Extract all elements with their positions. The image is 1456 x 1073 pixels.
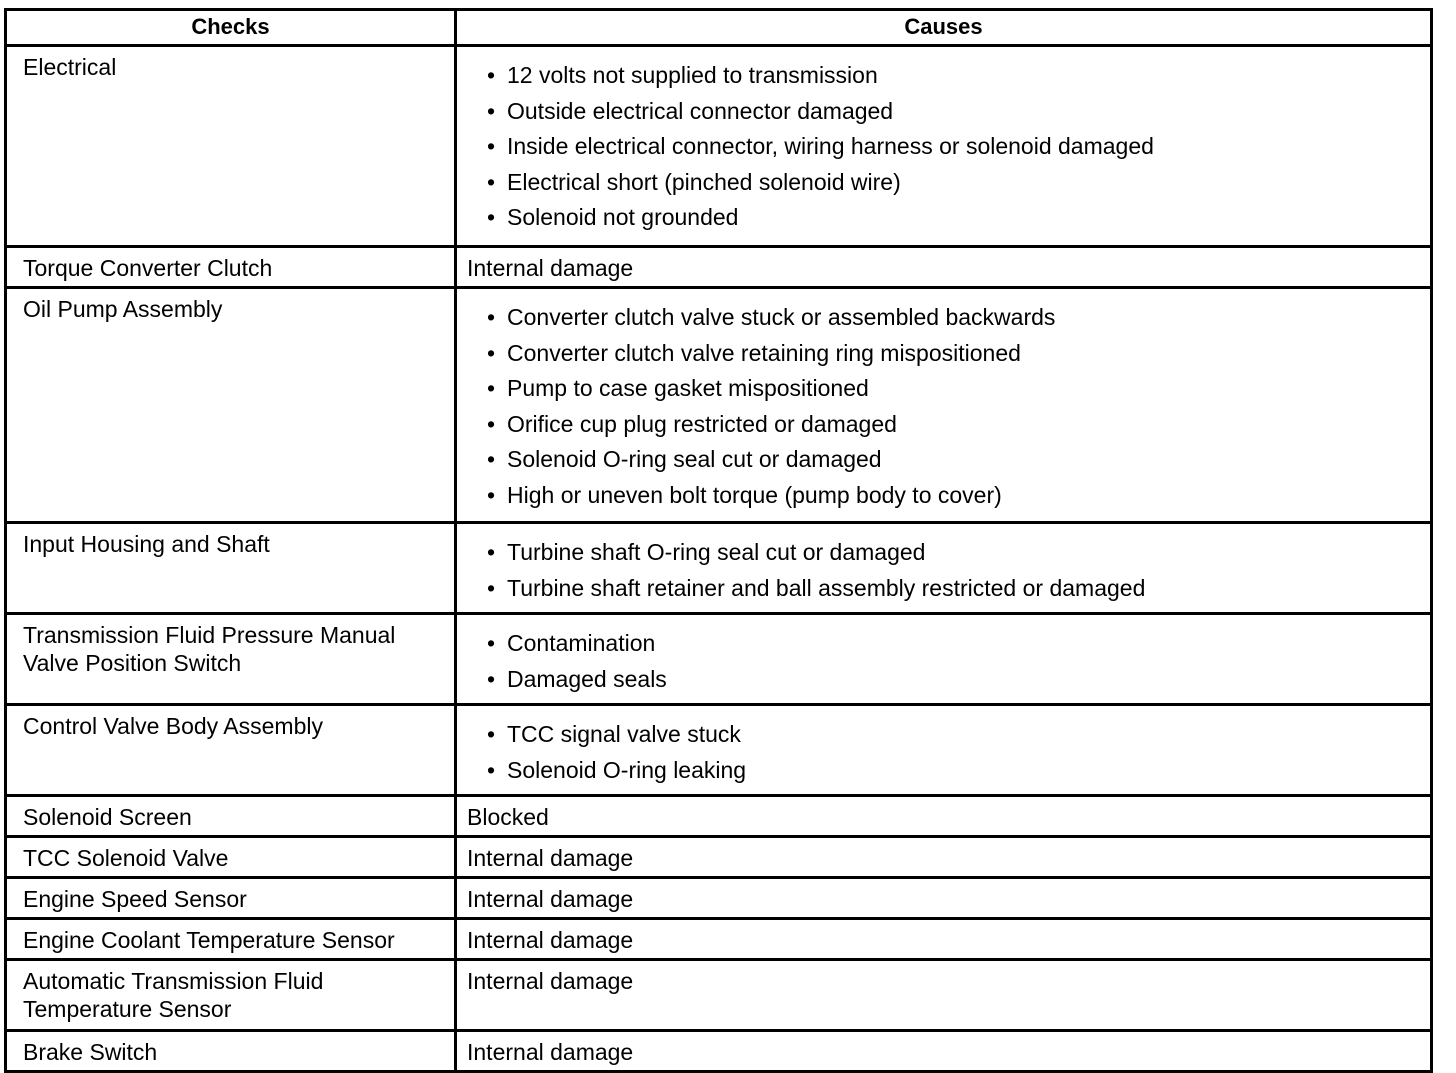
table-row xyxy=(6,837,1432,878)
check-cell: Torque Converter Clutch xyxy=(6,247,456,288)
diagnosis-table-wrapper xyxy=(4,8,1430,1073)
cause-item: • Solenoid not grounded xyxy=(487,203,1420,231)
cause-cell: Internal damage xyxy=(456,837,1432,878)
causes-list xyxy=(487,303,1420,509)
check-cell: TCC Solenoid Valve xyxy=(6,837,456,878)
table-row xyxy=(6,705,1432,796)
cause-item: • Contamination xyxy=(487,629,1420,657)
check-line: Automatic Transmission Fluid xyxy=(23,968,324,994)
causes-list xyxy=(487,538,1420,602)
check-cell: Electrical xyxy=(6,46,456,247)
checks-column-header: Checks xyxy=(6,10,456,46)
cause-cell: Blocked xyxy=(456,796,1432,837)
check-line: Temperature Sensor xyxy=(23,996,232,1022)
cause-item: • Inside electrical connector, wiring harness or solenoid damaged xyxy=(487,132,1420,160)
table-header-row xyxy=(6,10,1432,46)
table-row xyxy=(6,288,1432,523)
cause-cell: Internal damage xyxy=(456,1031,1432,1072)
cause-item: • High or uneven bolt torque (pump body to cover) xyxy=(487,481,1420,509)
cause-cell: Internal damage xyxy=(456,960,1432,1031)
table-row xyxy=(6,919,1432,960)
check-cell: Control Valve Body Assembly xyxy=(6,705,456,796)
table-row xyxy=(6,523,1432,614)
causes-cell xyxy=(456,523,1432,614)
cause-item: • Converter clutch valve stuck or assembled backwards xyxy=(487,303,1420,331)
check-line: Transmission Fluid Pressure Manual xyxy=(23,622,396,648)
table-row xyxy=(6,878,1432,919)
cause-cell: Internal damage xyxy=(456,919,1432,960)
check-cell: Engine Coolant Temperature Sensor xyxy=(6,919,456,960)
table-row xyxy=(6,796,1432,837)
table-row xyxy=(6,247,1432,288)
cause-cell: Internal damage xyxy=(456,878,1432,919)
causes-list xyxy=(487,720,1420,784)
cause-item: • TCC signal valve stuck xyxy=(487,720,1420,748)
cause-item: • Turbine shaft O-ring seal cut or damaged xyxy=(487,538,1420,566)
cause-item: • Turbine shaft retainer and ball assembly restricted or damaged xyxy=(487,574,1420,602)
check-cell: Brake Switch xyxy=(6,1031,456,1072)
cause-item: • Outside electrical connector damaged xyxy=(487,97,1420,125)
table-row xyxy=(6,960,1432,1031)
cause-item: • 12 volts not supplied to transmission xyxy=(487,61,1420,89)
causes-list xyxy=(487,629,1420,693)
cause-item: • Electrical short (pinched solenoid wire) xyxy=(487,168,1420,196)
check-cell xyxy=(6,960,456,1031)
causes-cell xyxy=(456,705,1432,796)
check-cell: Engine Speed Sensor xyxy=(6,878,456,919)
check-line: Valve Position Switch xyxy=(23,650,242,676)
causes-cell xyxy=(456,614,1432,705)
causes-list xyxy=(487,61,1420,231)
table-row xyxy=(6,1031,1432,1072)
check-cell: Solenoid Screen xyxy=(6,796,456,837)
causes-column-header: Causes xyxy=(456,10,1432,46)
cause-item: • Converter clutch valve retaining ring mispositioned xyxy=(487,339,1420,367)
cause-item: • Damaged seals xyxy=(487,665,1420,693)
cause-item: • Solenoid O-ring leaking xyxy=(487,756,1420,784)
table-row xyxy=(6,46,1432,247)
cause-item: • Pump to case gasket mispositioned xyxy=(487,374,1420,402)
causes-cell xyxy=(456,46,1432,247)
cause-item: • Orifice cup plug restricted or damaged xyxy=(487,410,1420,438)
check-cell xyxy=(6,614,456,705)
checks-causes-table xyxy=(4,8,1433,1073)
cause-cell: Internal damage xyxy=(456,247,1432,288)
cause-item: • Solenoid O-ring seal cut or damaged xyxy=(487,445,1420,473)
check-cell: Oil Pump Assembly xyxy=(6,288,456,523)
table-row xyxy=(6,614,1432,705)
check-cell: Input Housing and Shaft xyxy=(6,523,456,614)
causes-cell xyxy=(456,288,1432,523)
